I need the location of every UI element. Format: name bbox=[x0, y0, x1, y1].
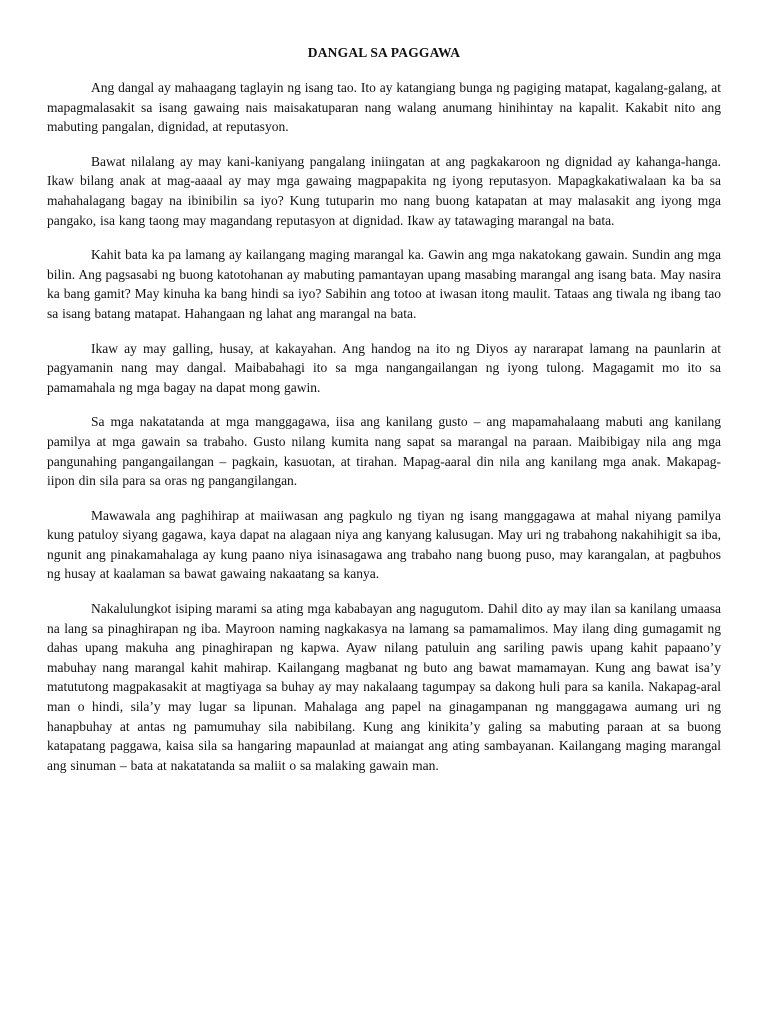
paragraph-1: Ang dangal ay mahaagang taglayin ng isang tao. Ito ay katangiang bunga ng pagiging matapat, kagalang-galang, at mapagmalasakit sa isang gawaing nais maisakatuparan nang walang anumang hinihintay na kapalit. Kakabit nito ang mabuting pangalan, dignidad, at reputasyon. bbox=[47, 80, 721, 135]
paragraph-5: Sa mga nakatatanda at mga manggagawa, iisa ang kanilang gusto – ang mapamahalaang mabuti ang kanilang pamilya at mga gawain sa trabaho. Gusto nilang kumita nang sapat sa marangal na paraan. Maibibigay nila ang mga pangunahing pangangailangan – pagkain, kasuotan, at tirahan. Mapag-aaral din nila ang kanilang mga anak. Makapag-iipon din sila para sa oras ng pangangilangan. bbox=[47, 414, 721, 489]
paragraph-7: Nakalulungkot isiping marami sa ating mga kababayan ang nagugutom. Dahil dito ay may ilan sa kanilang umaasa na lang sa pinaghirapan ng iba. Mayroon naming nagkakasya na lamang sa pamamalimos. May ilang ding gumagamit ng dahas upang makuha ang pinaghirapan ng kapwa. Ayaw nilang patuluin ang sariling pawis upang kahit papaano’y mabuhay nang marangal kahit mahirap. Kailangang magbanat ng buto ang bawat mamamayan. Kung ang bawat isa’y matututong magpakasakit at magtiyaga sa buhay ay may nakalaang tagumpay sa dakong huli para sa kanila. Nakapag-aral man o hindi, sila’y may lugar sa lipunan. Mahalaga ang papel na ginagampanan ng manggagawa aumang uri ng hanapbuhay at antas ng pamumuhay sila nabibilang. Kung ang kinikita’y galing sa mabuting paraan at sa buong katapatang paggawa, kaisa sila sa hangaring mapaunlad at maiangat ang ating sambayanan. Kailangang maging marangal ang sinuman – bata at nakatatanda sa maliit o sa malaking gawain man. bbox=[47, 601, 721, 773]
document-title: DANGAL SA PAGGAWA bbox=[307, 45, 461, 60]
paragraph-2: Bawat nilalang ay may kani-kaniyang pangalang iniingatan at ang pagkakaroon ng dignidad ay kahanga-hanga. Ikaw bilang anak at mag-aaaal ay may mga gawaing magpapakita ng iyong reputasyon. Mapagkakatiwalaan ka ba sa mahahalagang bagay na ibinibilin sa iyo? Kung tutuparin mo nang buong katapatan at may malasakit ang iyong mga pangako, isa kang taong may magandang reputasyon at dignidad. Ikaw ay tatawaging marangal na bata. bbox=[47, 153, 721, 228]
paragraph-6: Mawawala ang paghihirap at maiiwasan ang pagkulo ng tiyan ng isang manggagawa at mahal niyang pamilya kung patuloy siyang gagawa, kaya dapat na alagaan niya ang kanyang kalusugan. May uri ng trabahong nakahihigit sa iba, ngunit ang pinakamahalaga ay kung paano niya isinasagawa ang trabaho nang buong puso, may karangalan, at pagbuhos ng husay at kaalaman sa bawat gawaing nakaatang sa kanya. bbox=[47, 507, 721, 582]
paragraph-3: Kahit bata ka pa lamang ay kailangang maging marangal ka. Gawin ang mga nakatokang gawain. Sundin ang mga bilin. Ang pagsasabi ng buong katotohanan ay mabuting pamantayan upang masabing marangal ang isang bata. May nasira ka bang gamit? May kinuha ka bang hindi sa iyo? Sabihin ang totoo at iwasan itong maulit. Tataas ang tiwala ng ibang tao sa isang batang matapat. Hahangaan ng lahat ang marangal na bata. bbox=[47, 247, 721, 321]
paragraph-4: Ikaw ay may galling, husay, at kakayahan. Ang handog na ito ng Diyos ay nararapat lamang na paunlarin at pagyamanin nang may dangal. Maibabahagi ito sa mga nangangailangan ng iyong tulong. Magagamit mo ito sa pamamahala ng mga bagay na dapat mong gawin. bbox=[47, 340, 721, 395]
